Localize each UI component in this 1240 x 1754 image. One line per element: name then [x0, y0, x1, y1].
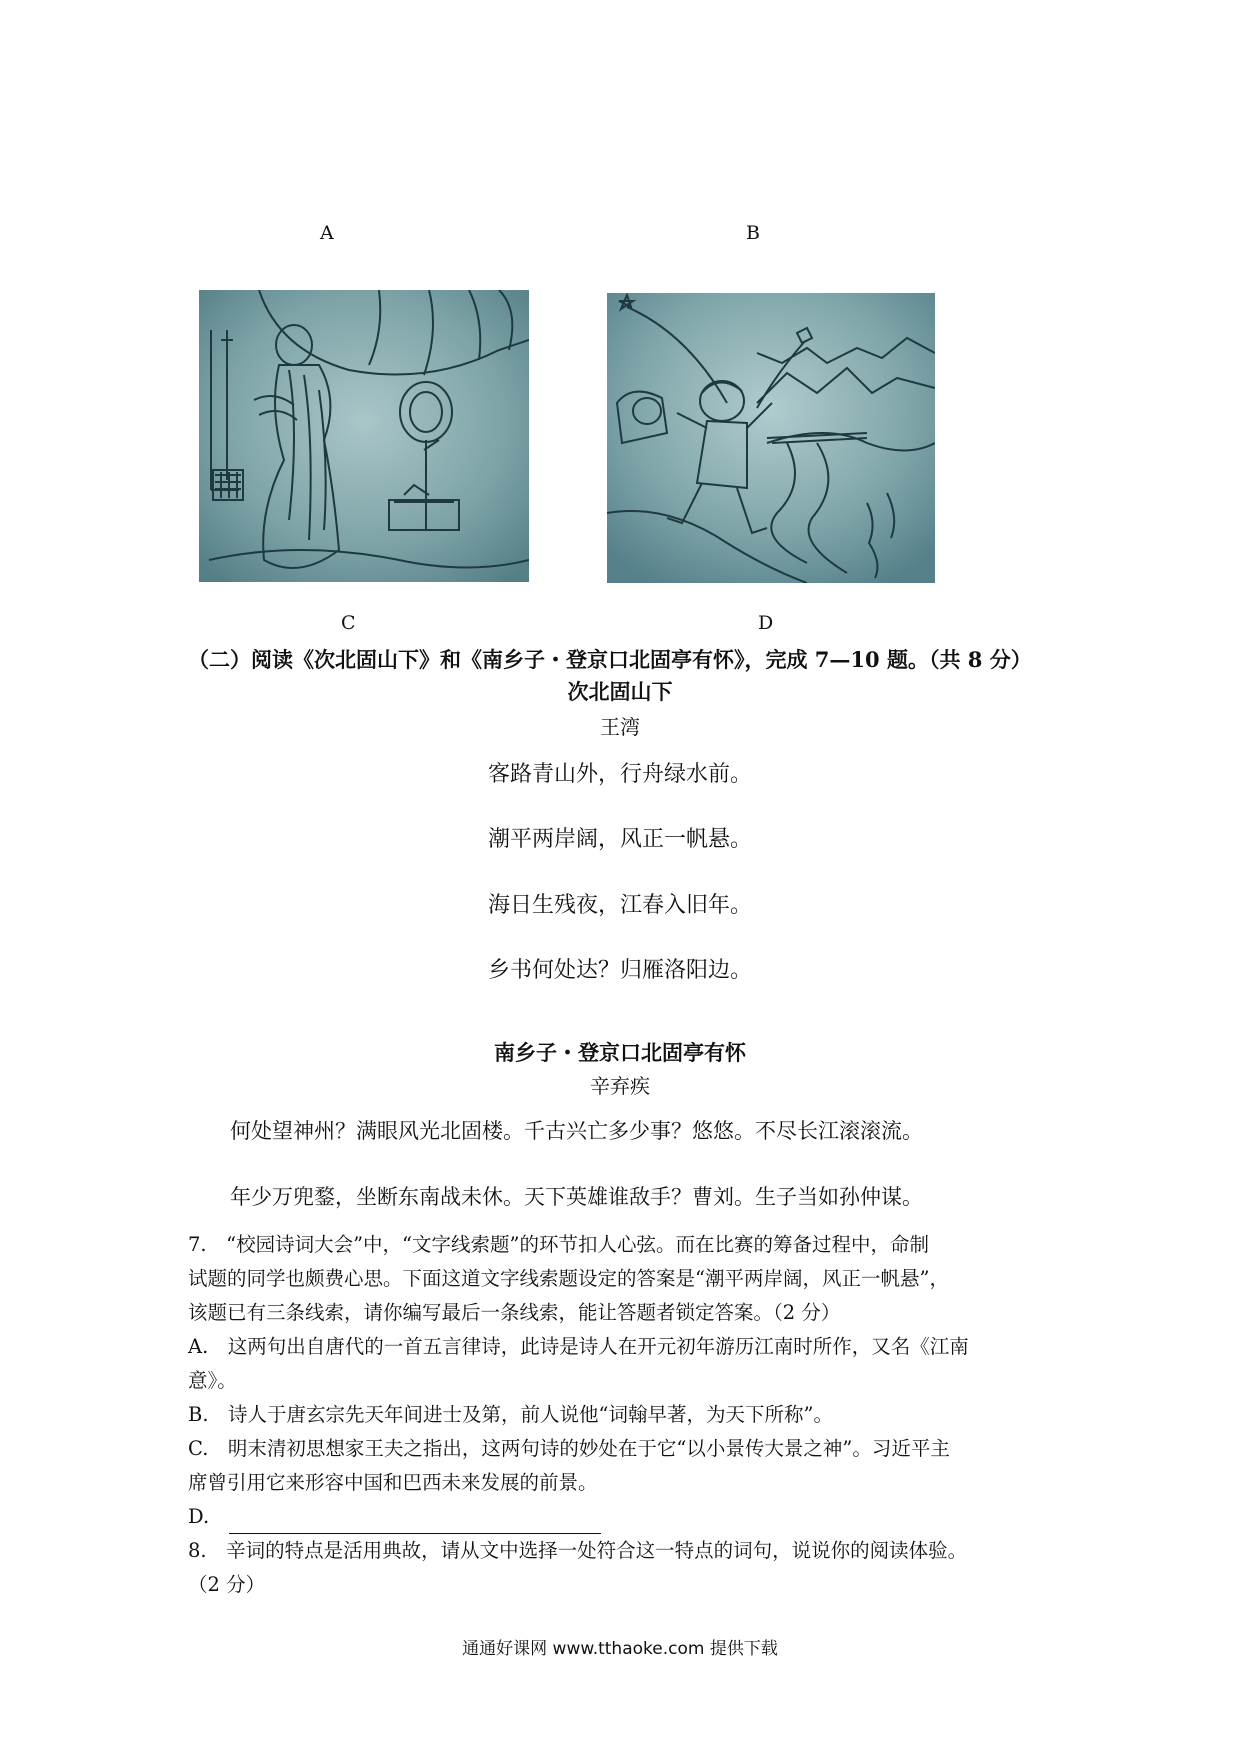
poem1-title: 次北固山下 [567, 679, 673, 704]
section-title: （二）阅读《次北固山下》和《南乡子・登京口北固亭有怀》，完成 7—10 题。（共 8 分） [188, 647, 1032, 672]
illustration-c [199, 290, 529, 582]
option-b-label: B [746, 222, 760, 244]
poem2-title: 南乡子・登京口北固亭有怀 [494, 1040, 746, 1065]
option-d-label: D [758, 612, 774, 634]
question7-d-label: D. [188, 1505, 210, 1528]
poem1-author: 王湾 [600, 715, 640, 739]
option-c-label: C [341, 612, 356, 634]
question8-stem-2: （2 分） [188, 1573, 266, 1596]
question7-stem-2: 试题的同学也颇费心思。下面这道文字线索题设定的答案是“潮平两岸阔，风正一帆悬”， [188, 1267, 949, 1290]
illustration-d [607, 293, 935, 583]
answer-blank-line[interactable] [229, 1513, 601, 1534]
question7-clue-c-1: C. 明末清初思想家王夫之指出，这两句诗的妙处在于它“以小景传大景之神”。习近平主 [188, 1437, 950, 1460]
poem2-line-2: 年少万兜鍪，坐断东南战未休。天下英雄谁敌手？曹刘。生子当如孙仲谋。 [230, 1185, 923, 1209]
question7-clue-c-2: 席曾引用它来形容中国和巴西未来发展的前景。 [188, 1471, 598, 1494]
question7-stem-1: 7. “校园诗词大会”中，“文字线索题”的环节扣人心弦。而在比赛的筹备过程中，命制 [188, 1233, 929, 1256]
poem1-line-2: 潮平两岸阔，风正一帆悬。 [487, 827, 752, 852]
question7-clue-a-1: A. 这两句出自唐代的一首五言律诗，此诗是诗人在开元初年游历江南时所作，又名《江南 [188, 1335, 969, 1358]
poem2-line-1: 何处望神州？满眼风光北固楼。千古兴亡多少事？悠悠。不尽长江滚滚流。 [230, 1119, 923, 1143]
question7-clue-a-2: 意》。 [188, 1369, 237, 1392]
poem1-line-1: 客路青山外，行舟绿水前。 [487, 762, 752, 787]
poem1-line-3: 海日生残夜，江春入旧年。 [487, 893, 752, 918]
option-a-label: A [320, 222, 334, 244]
question7-clue-b: B. 诗人于唐玄宗先天年间进士及第，前人说他“词翰早著，为天下所称”。 [188, 1403, 833, 1426]
question7 [188, 1228, 1058, 1602]
poem1-line-4: 乡书何处达？归雁洛阳边。 [487, 958, 752, 983]
question7-clue-d [188, 1500, 1058, 1534]
poem2-author: 辛弃疾 [590, 1074, 650, 1098]
question7-stem-3: 该题已有三条线索，请你编写最后一条线索，能让答题者锁定答案。（2 分） [188, 1301, 841, 1324]
question8-stem-1: 8. 辛词的特点是活用典故，请从文中选择一处符合这一特点的词句，说说你的阅读体验。 [188, 1539, 968, 1562]
footer-text: 通通好课网 www.tthaoke.com 提供下载 [462, 1639, 778, 1659]
